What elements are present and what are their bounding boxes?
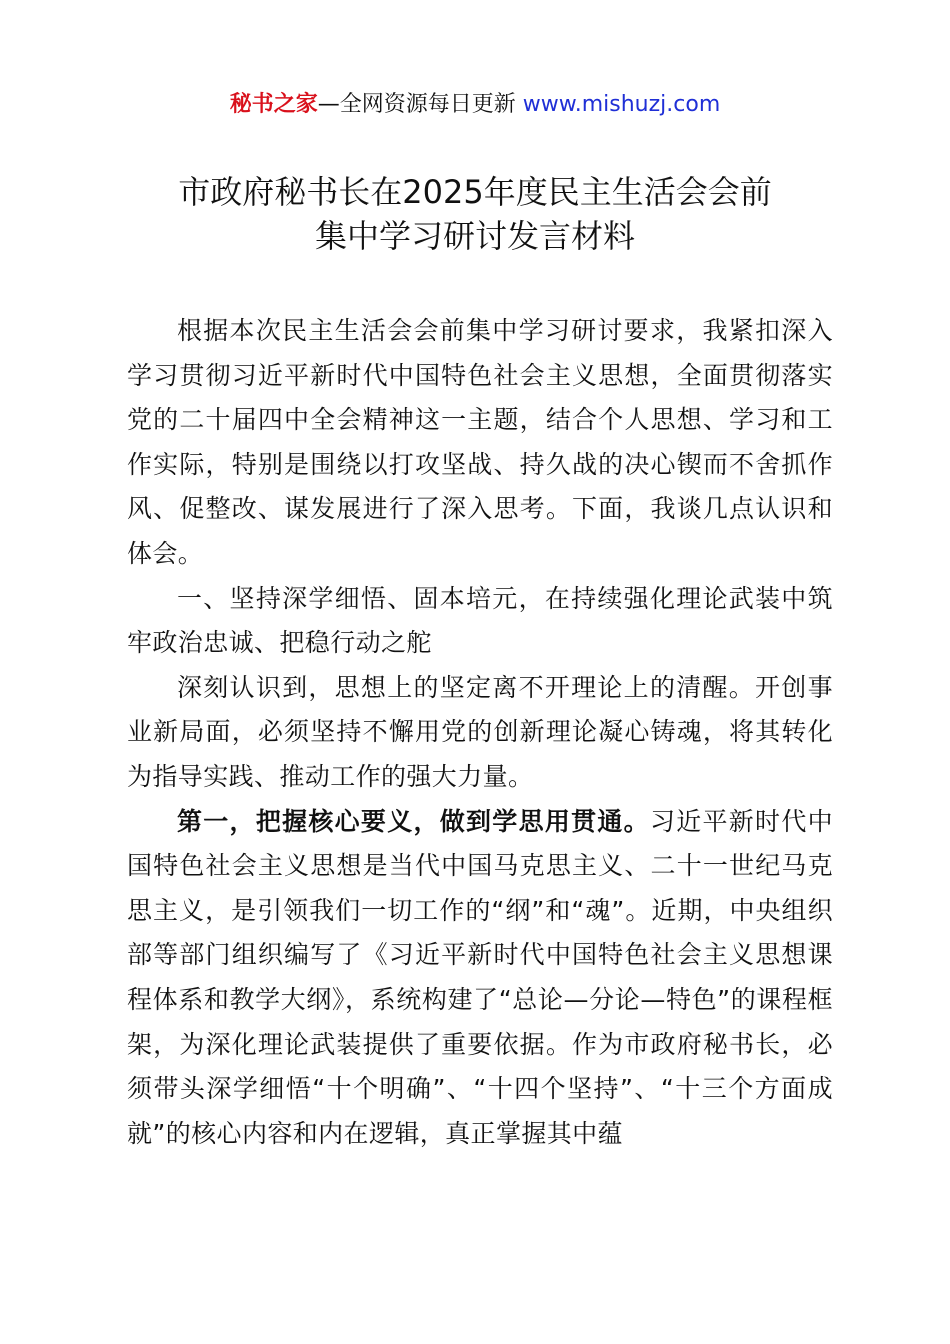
title-line-2: 集中学习研讨发言材料 [314,217,635,255]
site-url-link[interactable]: www.mishuzj.com [522,92,721,117]
point-lead: 第一，把握核心要义，做到学思用贯通。 [177,806,650,836]
document-body [127,309,833,1156]
point-paragraph-1 [127,800,833,1157]
site-brand: 秘书之家 [229,92,318,117]
intro-paragraph: 根据本次民主生活会会前集中学习研讨要求，我紧扣深入学习贯彻习近平新时代中国特色社会主义思想，全面贯彻落实党的二十届四中全会精神这一主题，结合个人思想、学习和工作实际，特别是围绕以打攻坚战、持久战的决心锲而不舍抓作风、促整改、谋发展进行了深入思考。下面，我谈几点认识和体会。 [127,316,833,568]
document-title [80,170,870,258]
site-tagline: —全网资源每日更新 [317,92,523,117]
title-line-1: 市政府秘书长在2025年度民主生活会会前 [178,173,772,211]
point-text: 习近平新时代中国特色社会主义思想是当代中国马克思主义、二十一世纪马克思主义，是引领我们一切工作的“纲”和“魂”。近期，中央组织部等部门组织编写了《习近平新时代中国特色社会主义思想课程体系和教学大纲》，系统构建了“总论—分论—特色”的课程框架，为深化理论武装提供了重要依据。作为市政府秘书长，必须带头深学细悟“十个明确”、“十四个坚持”、“十三个方面成就”的核心内容和内在逻辑，真正掌握其中蕴 [127,806,833,1148]
site-header [0,88,950,122]
section-heading-1: 一、坚持深学细悟、固本培元，在持续强化理论武装中筑牢政治忠诚、把稳行动之舵 [127,583,833,658]
body-paragraph: 深刻认识到，思想上的坚定离不开理论上的清醒。开创事业新局面，必须坚持不懈用党的创新理论凝心铸魂，将其转化为指导实践、推动工作的强大力量。 [127,672,833,791]
